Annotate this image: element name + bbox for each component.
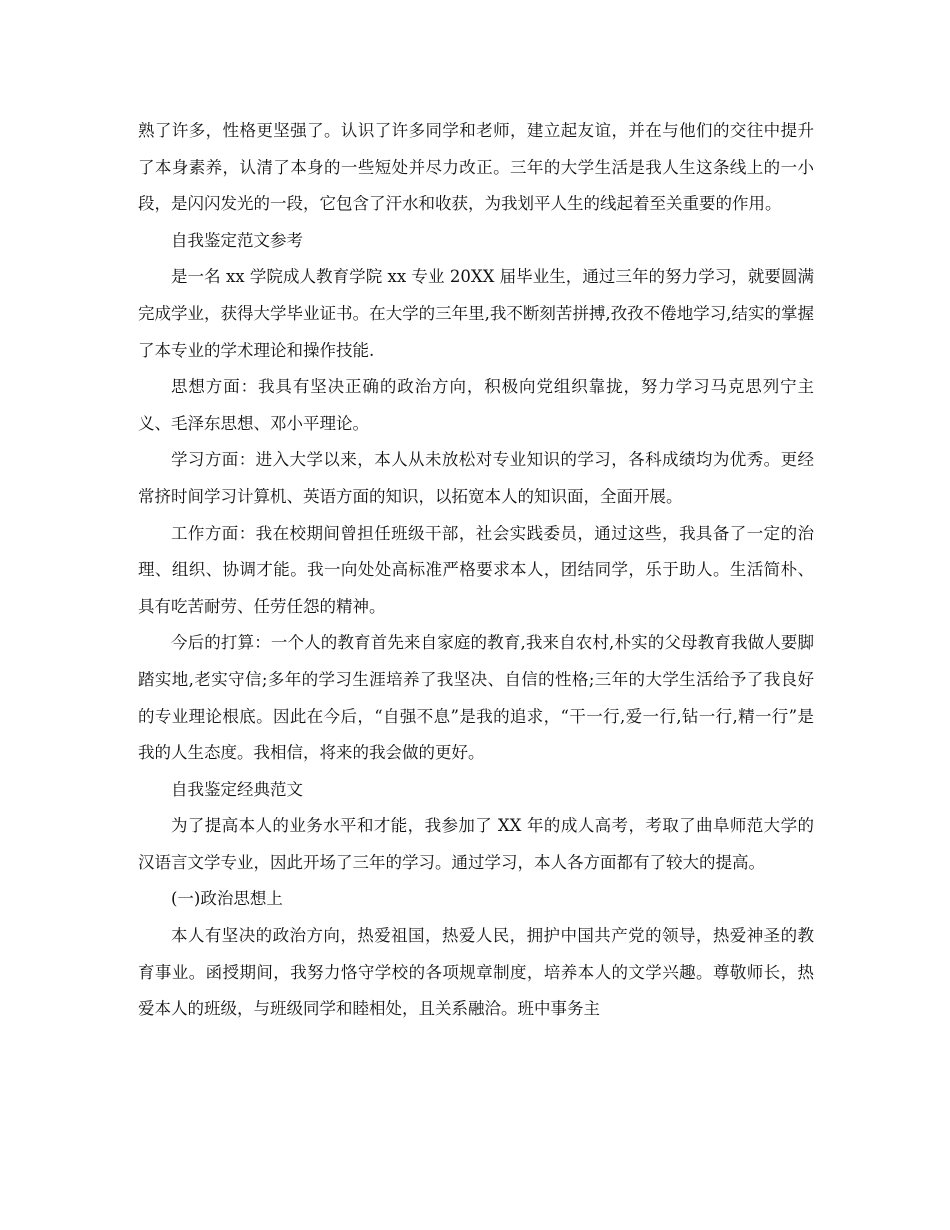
- paragraph-intro: 是一名 xx 学院成人教育学院 xx 专业 20XX 届毕业生，通过三年的努力学习，就要圆满完成学业，获得大学毕业证书。在大学的三年里,我不断刻苦拼搏,孜孜不倦地学习,结实的掌握了本专业的学术理论和操作技能.: [138, 267, 814, 360]
- section-heading-reference: 自我鉴定范文参考: [171, 230, 303, 250]
- paragraph-politics: 本人有坚决的政治方向，热爱祖国，热爱人民，拥护中国共产党的领导，热爱神圣的教育事业。函授期间，我努力恪守学校的各项规章制度，培养本人的文学兴趣。尊敬师长，热爱本人的班级，与班级同学和睦相处，且关系融洽。班中事务主: [138, 926, 814, 1019]
- subheading-politics: (一)政治思想上: [171, 889, 283, 909]
- paragraph-continuation: 熟了许多，性格更坚强了。认识了许多同学和老师，建立起友谊，并在与他们的交往中提升了本身素养，认清了本身的一些短处并尽力改正。三年的大学生活是我人生这条线上的一小段，是闪闪发光的一段，它包含了汗水和收获，为我划平人生的线起着至关重要的作用。: [138, 121, 814, 214]
- paragraph-study: 学习方面：进入大学以来，本人从未放松对专业知识的学习，各科成绩均为优秀。更经常挤时间学习计算机、英语方面的知识，以拓宽本人的知识面，全面开展。: [138, 450, 814, 506]
- paragraph-plans: 今后的打算：一个人的教育首先来自家庭的教育,我来自农村,朴实的父母教育我做人要脚踏实地,老实守信;多年的学习生涯培养了我坚决、自信的性格;三年的大学生活给予了我良好的专业理论根底。因此在今后，“自强不息”是我的追求，“干一行,爱一行,钻一行,精一行”是我的人生态度。我相信，将来的我会做的更好。: [138, 633, 814, 763]
- section-heading-classic: 自我鉴定经典范文: [171, 779, 303, 799]
- paragraph-thought: 思想方面：我具有坚决正确的政治方向，积极向党组织靠拢，努力学习马克思列宁主义、毛泽东思想、邓小平理论。: [138, 377, 814, 433]
- paragraph-work: 工作方面：我在校期间曾担任班级干部，社会实践委员，通过这些，我具备了一定的治理、组织、协调才能。我一向处处高标准严格要求本人，团结同学，乐于助人。生活简朴、具有吃苦耐劳、任劳任怨的精神。: [138, 523, 814, 616]
- paragraph-exam: 为了提高本人的业务水平和才能，我参加了 XX 年的成人高考，考取了曲阜师范大学的汉语言文学专业，因此开场了三年的学习。通过学习，本人各方面都有了较大的提高。: [138, 816, 814, 872]
- document-body: [138, 113, 814, 1028]
